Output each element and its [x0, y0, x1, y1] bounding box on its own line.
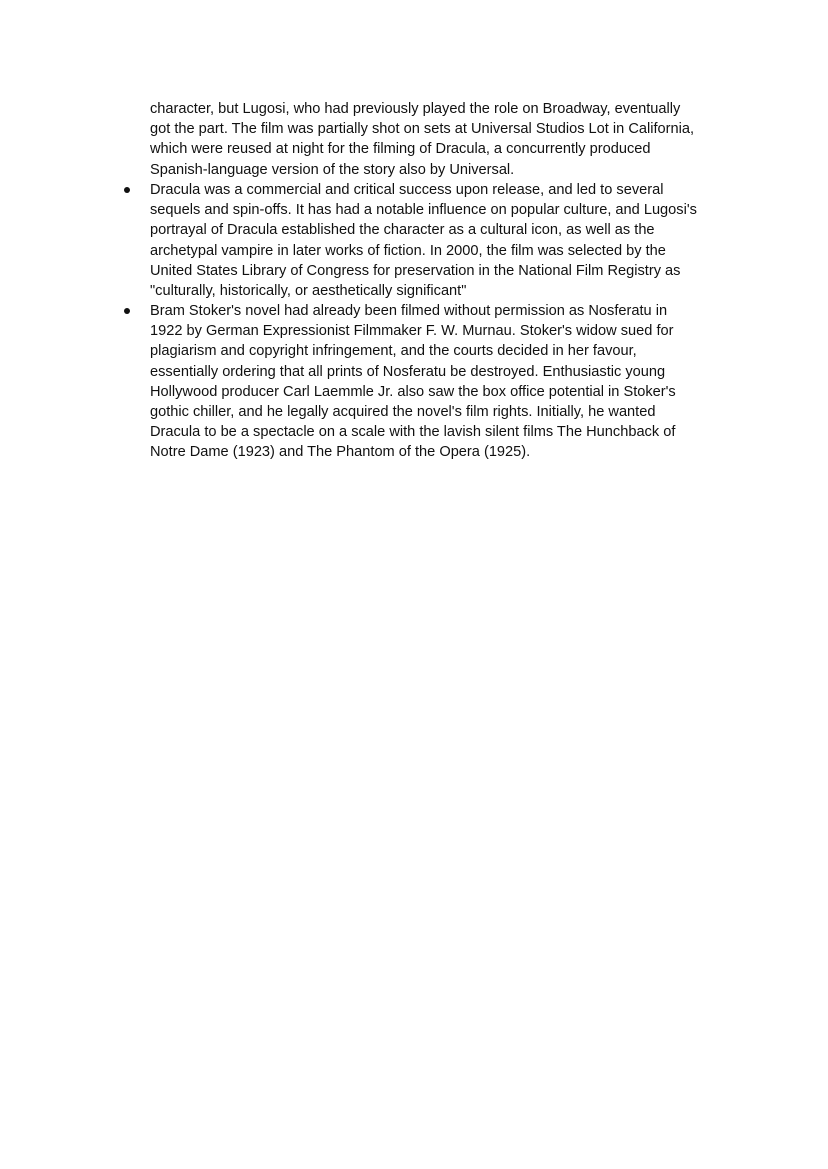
text-line: archetypal vampire in later works of fiction. In 2000, the film was selected by the	[150, 242, 666, 259]
text-line: Notre Dame (1923) and The Phantom of the Opera (1925).	[150, 444, 531, 461]
text-line: United States Library of Congress for preservation in the National Film Registry as	[150, 262, 681, 279]
bullet-icon	[124, 308, 130, 314]
paragraph-continuation	[150, 99, 790, 180]
text-line: Hollywood producer Carl Laemmle Jr. also saw the box office potential in Stoker's	[150, 383, 676, 400]
text-line: got the part. The film was partially shot on sets at Universal Studios Lot in California,	[150, 121, 695, 138]
text-line: Bram Stoker's novel had already been filmed without permission as Nosferatu in	[150, 303, 668, 319]
text-line: which were reused at night for the filming of Dracula, a concurrently produced	[150, 141, 651, 158]
text-line: gothic chiller, and he legally acquired the novel's film rights. Initially, he wanted	[150, 403, 656, 420]
text-line: Spanish-language version of the story also by Universal.	[150, 161, 515, 178]
text-line: character, but Lugosi, who had previously played the role on Broadway, eventually	[150, 101, 681, 117]
text-line: Dracula to be a spectacle on a scale with the lavish silent films The Hunchback of	[150, 424, 676, 441]
text-line: Dracula was a commercial and critical success upon release, and led to several	[150, 182, 664, 198]
bullet-icon	[124, 187, 130, 193]
text-line: sequels and spin-offs. It has had a notable influence on popular culture, and Lugosi's	[150, 202, 697, 219]
bullet-item-reception	[150, 180, 790, 301]
text-line: "culturally, historically, or aesthetically significant"	[150, 282, 467, 299]
text-line: plagiarism and copyright infringement, and the courts decided in her favour,	[150, 343, 637, 360]
text-line: portrayal of Dracula established the character as a cultural icon, as well as the	[150, 222, 655, 239]
text-line: essentially ordering that all prints of Nosferatu be destroyed. Enthusiastic young	[150, 363, 666, 380]
bullet-item-nosferatu	[150, 301, 790, 463]
text-line: 1922 by German Expressionist Filmmaker F. W. Murnau. Stoker's widow sued for	[150, 323, 674, 340]
